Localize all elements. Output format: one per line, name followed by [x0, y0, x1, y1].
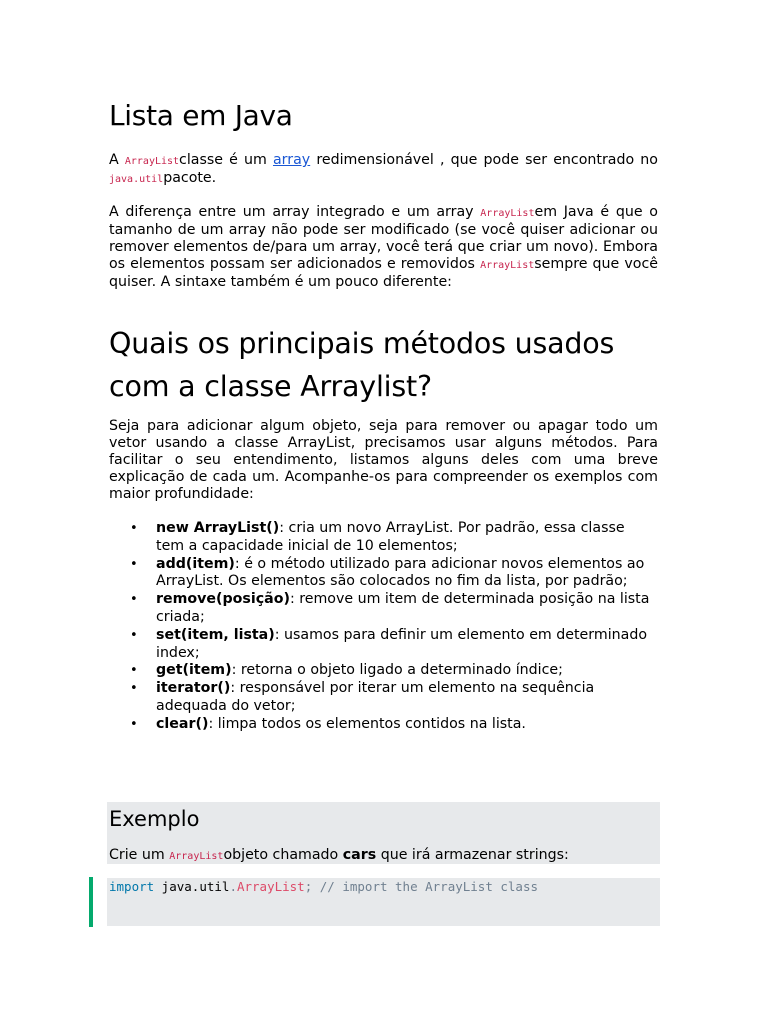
method-description: : remove um item de determinada posição na lista criada; — [156, 591, 650, 625]
inline-code-arraylist: ArrayList — [480, 260, 535, 271]
list-item — [110, 716, 650, 734]
code-comment: // import the ArrayList class — [312, 879, 539, 894]
example-description — [109, 847, 569, 865]
methods-intro-paragraph: Seja para adicionar algum objeto, seja para remover ou apagar todo um vetor usando a classe ArrayList, precisamos usar alguns métodos. Para facilitar o seu entendimento, listamos alguns deles com uma breve explicação de cada um. Acompanhe-os para compreender os exemplos com maior profundidade: — [109, 418, 658, 502]
example-section — [107, 802, 660, 864]
code-block — [107, 878, 660, 926]
intro-text-4: pacote. — [163, 170, 217, 186]
method-description: : usamos para definir um elemento em determinado index; — [156, 626, 648, 661]
example-text-1: Crie um — [109, 847, 170, 863]
list-item — [110, 662, 650, 680]
difference-text-2: em Java é que o tamanho de um array não pode ser modificado (se você quiser adicionar ou remover elementos de/para um array, você terá que criar um novo). Embora os elementos possam ser adicionados e removidos — [109, 204, 658, 272]
example-text-3: que irá armazenar strings: — [376, 847, 569, 863]
inline-code-java-util: java.util — [109, 174, 164, 185]
code-keyword: import — [109, 879, 155, 894]
inline-code-arraylist: ArrayList — [169, 851, 224, 862]
intro-text-3: redimensionável , que pode ser encontrado no — [310, 152, 658, 168]
code-dot: . — [191, 879, 200, 894]
code-package: java — [154, 879, 192, 894]
method-name: new ArrayList() — [156, 520, 280, 536]
method-description: : responsável por iterar um elemento na sequência adequada do vetor; — [156, 680, 595, 714]
difference-text-3: sempre que você quiser. A sintaxe também é um pouco diferente: — [109, 256, 658, 290]
methods-list — [110, 520, 650, 734]
method-description: : cria um novo ArrayList. Por padrão, essa classe tem a capacidade inicial de 10 elementos; — [156, 520, 625, 554]
method-name: set(item, lista) — [156, 626, 275, 643]
method-name: get(item) — [156, 662, 232, 679]
code-util: util — [199, 879, 230, 894]
intro-paragraph — [109, 152, 658, 188]
difference-text-1: A diferença entre um array integrado e um array — [109, 204, 481, 220]
array-link[interactable]: array — [272, 152, 311, 168]
method-description: : limpa todos os elementos contidos na lista. — [208, 715, 526, 732]
method-description: : é o método utilizado para adicionar novos elementos ao ArrayList. Os elementos são colocados no fim da lista, por padrão; — [156, 555, 645, 590]
example-bold-cars: cars — [342, 847, 377, 863]
method-name: clear() — [156, 715, 209, 732]
list-item — [110, 680, 650, 716]
list-item — [110, 520, 650, 556]
example-text-2: objeto chamado — [223, 847, 343, 863]
code-class-name: ArrayList — [236, 879, 305, 894]
example-title: Exemplo — [109, 807, 200, 831]
method-name: add(item) — [156, 555, 235, 572]
inline-code-arraylist: ArrayList — [124, 156, 180, 167]
difference-paragraph — [109, 204, 658, 291]
code-dot: . — [229, 879, 237, 894]
list-item — [110, 627, 650, 663]
intro-text-1: A — [109, 152, 125, 168]
method-name: iterator() — [156, 680, 231, 697]
methods-heading: Quais os principais métodos usados com a classe Arraylist? — [109, 327, 615, 403]
method-name: remove(posição) — [156, 591, 290, 608]
code-accent-bar — [89, 877, 93, 927]
inline-code-arraylist: ArrayList — [480, 208, 535, 219]
intro-text-2: classe é um — [179, 152, 273, 168]
code-semicolon: ; — [304, 879, 313, 894]
method-description: : retorna o objeto ligado a determinado índice; — [231, 662, 563, 679]
list-item — [110, 591, 650, 627]
code-line — [109, 879, 538, 895]
list-item — [110, 556, 650, 592]
page-title: Lista em Java — [109, 99, 293, 132]
